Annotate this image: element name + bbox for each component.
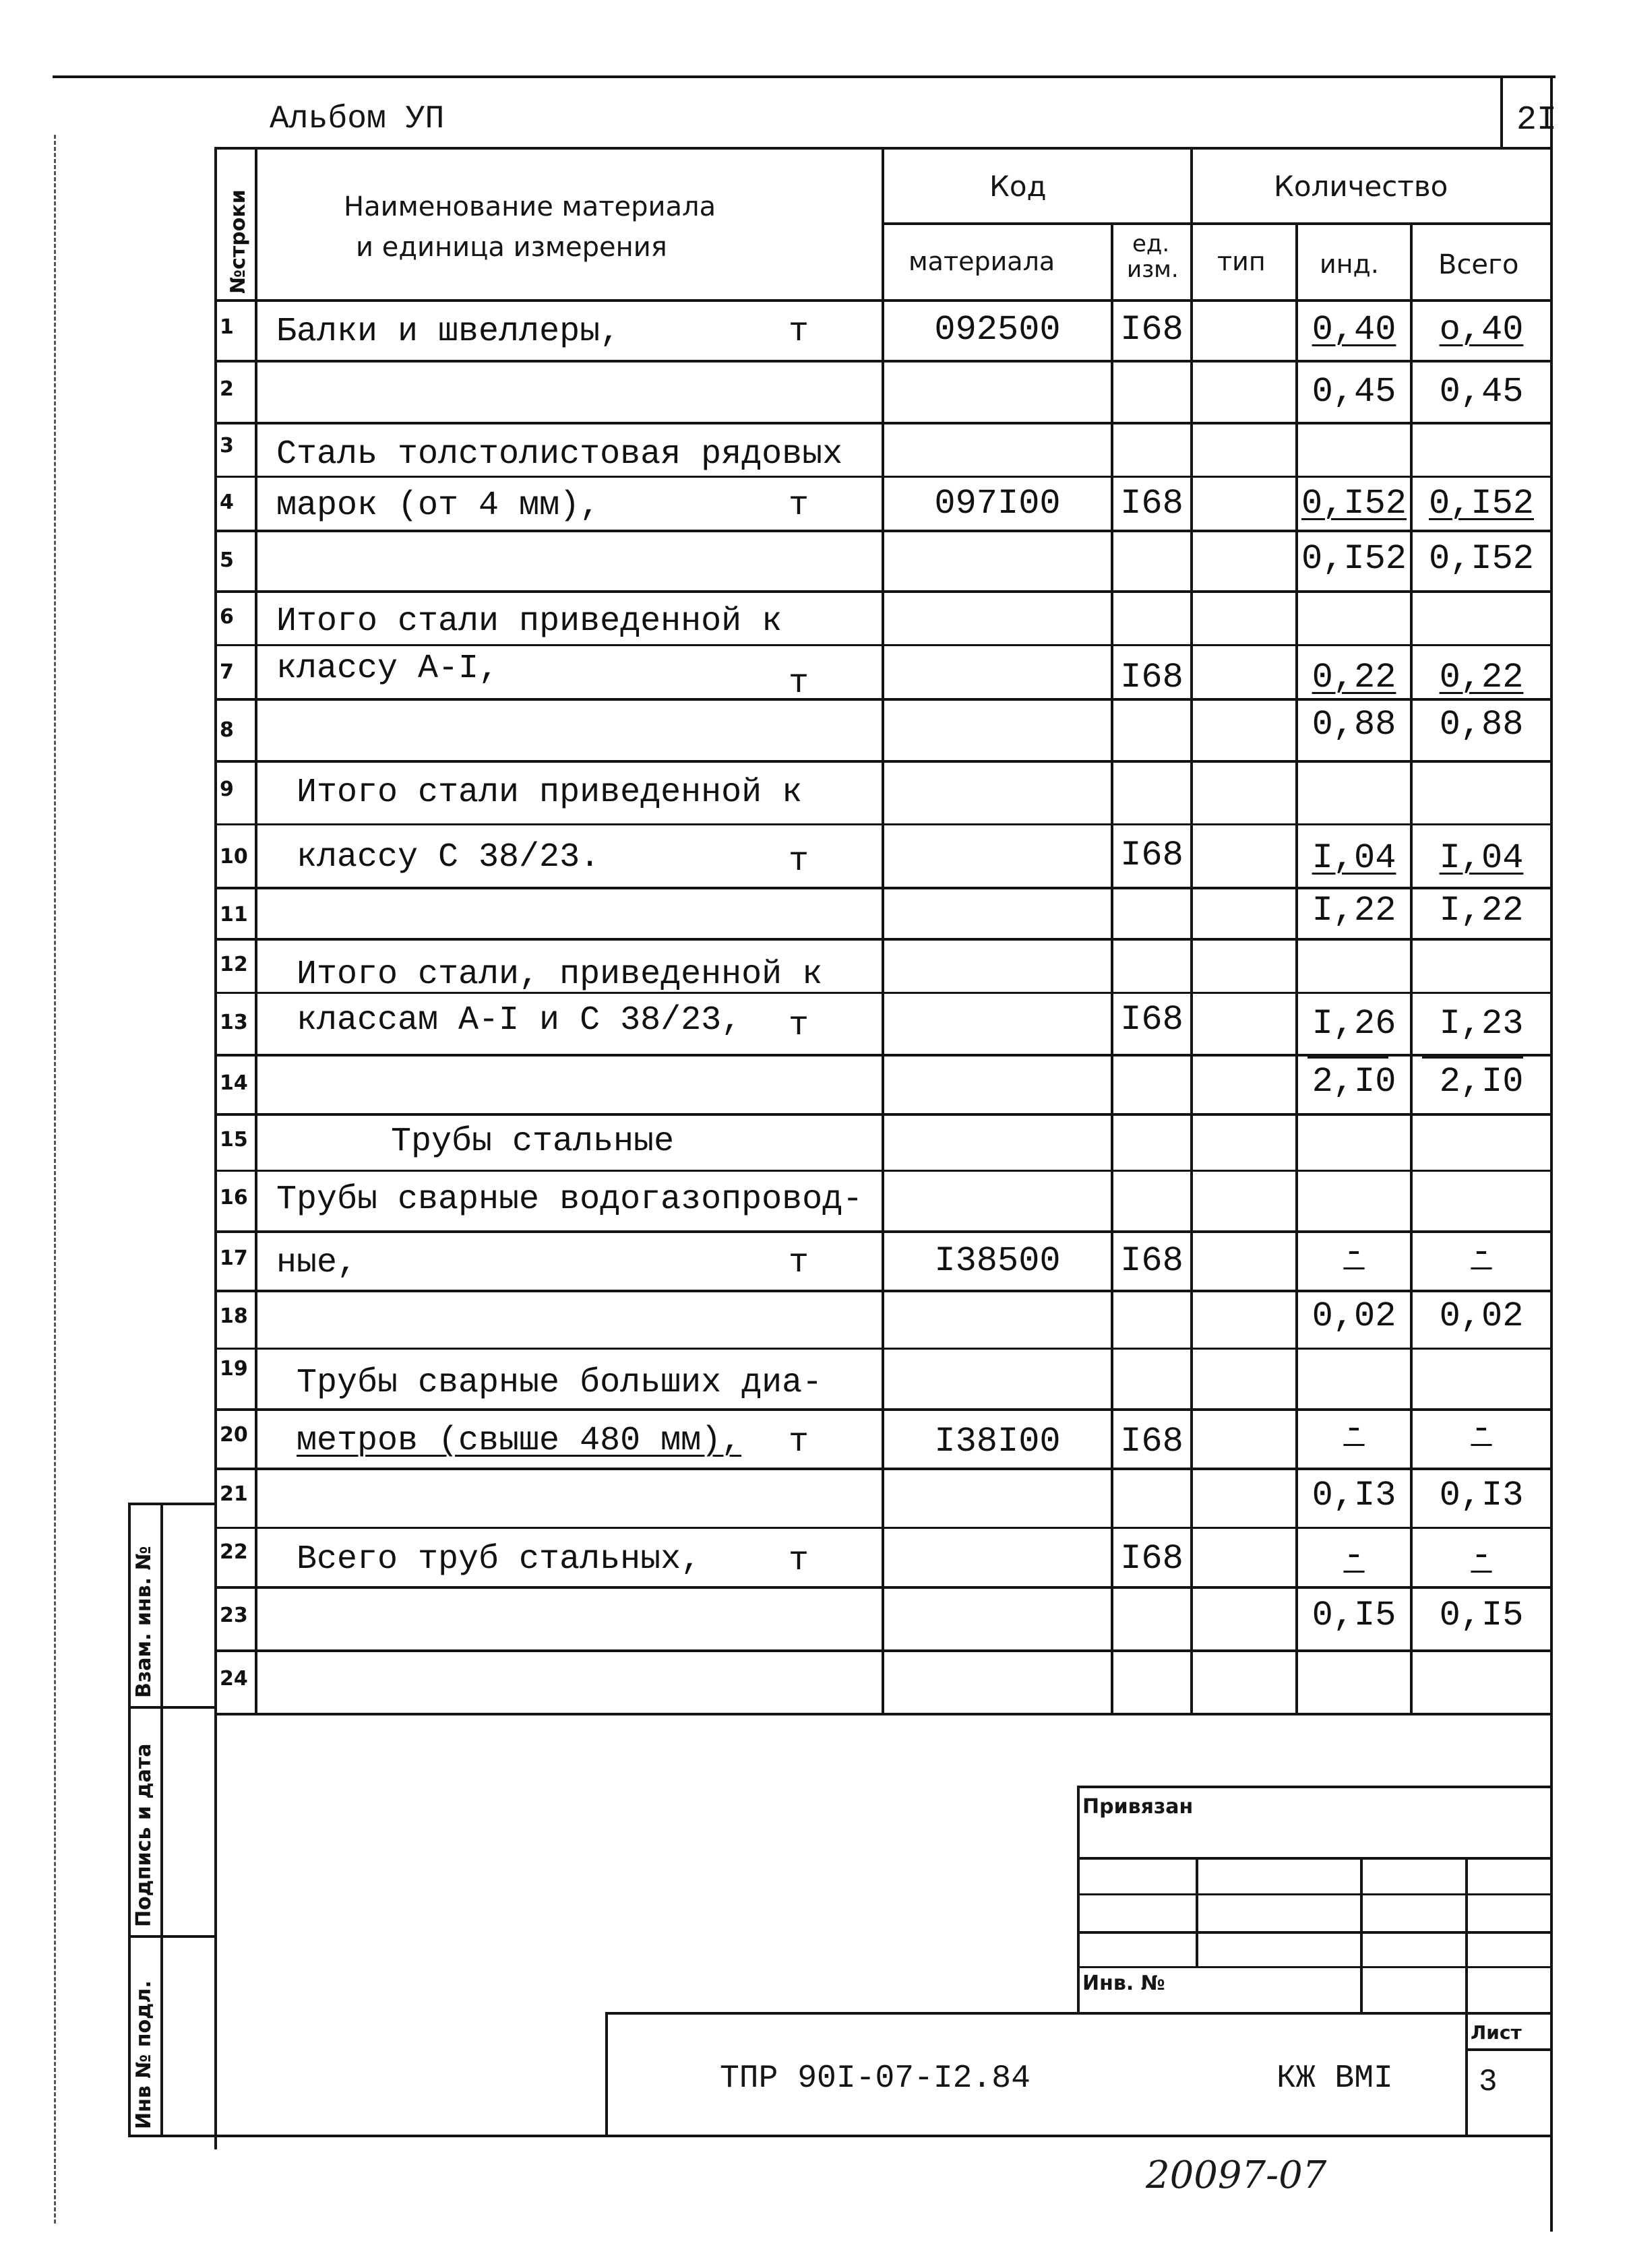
row-sep <box>214 938 1553 941</box>
col-line-right <box>1550 147 1553 1715</box>
row-sep <box>214 422 1553 424</box>
header-bottom-line <box>214 299 1553 302</box>
row-number: 7 <box>220 660 234 684</box>
unit-letter: т <box>789 313 809 351</box>
unit-code: I68 <box>1120 836 1183 875</box>
unit-code: I68 <box>1120 658 1183 697</box>
row-sep <box>214 1713 1553 1715</box>
row-number: 6 <box>220 605 234 629</box>
qty-ind: I,22 <box>1312 891 1396 931</box>
tb-mark: КЖ ВМI <box>1276 2060 1393 2097</box>
unit-code: I68 <box>1120 1539 1183 1579</box>
tb-row-line <box>1077 1893 1553 1895</box>
material-name: Сталь толстолистовая рядовых <box>276 435 843 474</box>
qty-ind: 0,I52 <box>1301 539 1407 579</box>
qty-total: о,40 <box>1439 310 1524 350</box>
unit-letter: т <box>789 1244 809 1282</box>
row-sep <box>214 1649 1553 1652</box>
row-sep <box>214 530 1553 532</box>
row-sep <box>214 887 1553 889</box>
row-number: 11 <box>220 903 248 926</box>
row-sep <box>214 1170 1553 1172</box>
row-sep <box>214 1290 1553 1292</box>
row-number: 5 <box>220 548 234 572</box>
handwritten-number: 20097-07 <box>1146 2153 1327 2197</box>
header-code: Код <box>989 170 1047 203</box>
row-number: 18 <box>220 1304 248 1328</box>
row-number: 12 <box>220 953 248 976</box>
overline-ind <box>1307 1057 1388 1059</box>
material-name: Трубы сварные водогазопровод- <box>276 1180 863 1219</box>
header-unit-line1: ед. <box>1132 230 1170 257</box>
unit-code: I68 <box>1120 310 1183 350</box>
row-number: 9 <box>220 778 234 801</box>
material-name: Итого стали приведенной к <box>297 774 803 812</box>
row-number: 21 <box>220 1482 248 1506</box>
unit-code: I68 <box>1120 1000 1183 1040</box>
material-name: марок (от 4 мм), <box>276 486 601 525</box>
tb-col-line <box>1465 1857 1468 2136</box>
row-number: 15 <box>220 1128 248 1152</box>
material-name: Всего труб стальных, <box>297 1540 702 1579</box>
qty-total: I,04 <box>1439 838 1524 878</box>
header-unit-line2: изм. <box>1127 256 1179 283</box>
material-name: классу С 38/23. <box>297 838 601 877</box>
col-line-code <box>882 147 884 1715</box>
row-sep <box>214 1468 1553 1470</box>
header-material-line2: и единица измерения <box>356 232 667 263</box>
tb-sheet-number: 3 <box>1479 2065 1498 2100</box>
qty-ind: 0,45 <box>1312 372 1396 412</box>
frame-top-line <box>53 75 1556 78</box>
qty-ind: 0,02 <box>1312 1296 1396 1336</box>
qty-total: 0,I5 <box>1439 1596 1524 1635</box>
qty-total: 0,45 <box>1439 372 1524 412</box>
material-name: классу А-I, <box>276 650 499 688</box>
row-sep <box>214 698 1553 701</box>
qty-total: I,22 <box>1439 891 1524 931</box>
header-total: Всего <box>1438 249 1519 280</box>
stamp-sep-2 <box>128 1935 217 1938</box>
tb-privyazan: Привязан <box>1082 1795 1194 1819</box>
material-code: I38500 <box>934 1241 1061 1281</box>
album-title: Альбом УП <box>270 101 445 137</box>
row-number: 14 <box>220 1071 248 1095</box>
material-name: ные, <box>276 1244 358 1282</box>
tb-main-left-line <box>605 2012 608 2136</box>
row-sep <box>214 360 1553 363</box>
row-number: 8 <box>220 718 234 742</box>
material-name: классам А-I и С 38/23, <box>297 1001 742 1040</box>
qty-total: 0,22 <box>1439 658 1524 697</box>
stamp-inner-line <box>160 1503 163 2136</box>
overline-total <box>1422 1057 1523 1059</box>
header-type: тип <box>1217 247 1266 276</box>
tb-row-line <box>1077 1931 1553 1934</box>
qty-total: 0,88 <box>1439 705 1524 745</box>
qty-ind: - <box>1343 1233 1365 1273</box>
margin-dashed-line <box>54 135 56 2224</box>
row-sep <box>214 1348 1553 1350</box>
qty-total: - <box>1471 1410 1492 1449</box>
col-line-type <box>1190 147 1193 1715</box>
header-ind: инд. <box>1320 249 1379 279</box>
tb-sheet-label: Лист <box>1471 2021 1522 2044</box>
qty-total: - <box>1471 1536 1492 1576</box>
material-name: Итого стали приведенной к <box>276 602 782 641</box>
tb-sheet-line <box>1465 2048 1553 2051</box>
material-code: 097I00 <box>934 484 1061 524</box>
header-mid-line <box>882 222 1553 225</box>
row-number: 24 <box>220 1667 248 1691</box>
page-number: 2I <box>1516 101 1558 139</box>
material-name: Итого стали, приведенной к <box>297 955 823 994</box>
header-quantity: Количество <box>1274 170 1448 203</box>
unit-letter: т <box>789 1007 809 1045</box>
material-name: метров (свыше 480 мм), <box>297 1422 742 1460</box>
page-number-box-divider <box>1500 75 1503 148</box>
qty-total: - <box>1471 1233 1492 1273</box>
stamp-left-line <box>128 1503 131 2136</box>
qty-ind: 0,40 <box>1312 310 1396 350</box>
unit-code: I68 <box>1120 1422 1183 1461</box>
frame-left-line <box>214 147 217 2149</box>
row-number: 13 <box>220 1011 248 1034</box>
tb-top-line <box>1077 1786 1553 1788</box>
row-sep <box>214 760 1553 763</box>
row-number: 2 <box>220 377 234 401</box>
tb-left-line <box>1077 1786 1080 2015</box>
row-number: 20 <box>220 1423 248 1447</box>
row-sep <box>214 644 1553 646</box>
row-sep <box>214 823 1553 825</box>
row-number: 22 <box>220 1540 248 1564</box>
qty-ind: I,04 <box>1312 838 1396 878</box>
stamp-sep-1 <box>128 1706 217 1709</box>
stamp-top-line <box>128 1503 217 1505</box>
qty-total: 0,I52 <box>1428 484 1535 524</box>
row-number: 16 <box>220 1186 248 1209</box>
qty-ind: 0,22 <box>1312 658 1396 697</box>
row-number: 3 <box>220 434 234 458</box>
section-title: Трубы стальные <box>391 1123 675 1161</box>
stamp-podpis: Подпись и дата <box>132 1743 156 1927</box>
row-sep <box>214 476 1553 478</box>
row-number: 1 <box>220 315 234 339</box>
unit-letter: т <box>789 1423 809 1461</box>
header-material-line1: Наименование материала <box>344 191 716 222</box>
header-material-code: материала <box>909 247 1055 276</box>
qty-total: 2,I0 <box>1439 1062 1524 1102</box>
tb-row-line <box>1077 1966 1553 1968</box>
frame-bottom-line <box>128 2135 1553 2137</box>
row-number: 17 <box>220 1247 248 1270</box>
qty-ind: 0,88 <box>1312 705 1396 745</box>
qty-ind: I,26 <box>1312 1004 1396 1044</box>
unit-letter: т <box>789 1542 809 1580</box>
tb-inv-no: Инв. № <box>1082 1972 1165 1995</box>
qty-ind: 0,I5 <box>1312 1596 1396 1635</box>
row-sep <box>214 1527 1553 1529</box>
stamp-vzam: Взам. инв. № <box>132 1546 156 1698</box>
qty-total: 0,02 <box>1439 1296 1524 1336</box>
row-number: 19 <box>220 1357 248 1381</box>
material-code: 092500 <box>934 310 1061 350</box>
material-name: Трубы сварные больших диа- <box>297 1364 823 1402</box>
row-sep <box>214 590 1553 593</box>
stamp-inv-podl: Инв № подл. <box>132 1980 156 2129</box>
qty-total: 0,I3 <box>1439 1476 1524 1515</box>
qty-ind: 2,I0 <box>1312 1062 1396 1102</box>
tb-doc-code: ТПР 90I-07-I2.84 <box>720 2060 1030 2097</box>
col-line-unit <box>1111 222 1113 1715</box>
tb-col-line <box>1196 1857 1198 1967</box>
tb-row-line <box>1077 1857 1553 1860</box>
qty-ind: - <box>1343 1536 1365 1576</box>
row-number: 4 <box>220 491 234 514</box>
row-number: 10 <box>220 845 248 869</box>
tb-main-top-line <box>605 2012 1553 2015</box>
unit-code: I68 <box>1120 484 1183 524</box>
qty-total: 0,I52 <box>1428 539 1535 579</box>
material-code: I38I00 <box>934 1422 1061 1461</box>
unit-letter: т <box>789 842 809 881</box>
qty-ind: - <box>1343 1410 1365 1449</box>
qty-total: I,23 <box>1439 1004 1524 1044</box>
qty-ind: 0,I3 <box>1312 1476 1396 1515</box>
row-number: 23 <box>220 1604 248 1627</box>
qty-ind: 0,I52 <box>1301 484 1407 524</box>
header-row-no: №строки <box>226 189 250 294</box>
unit-letter: т <box>789 664 809 703</box>
tb-col-line <box>1360 1857 1363 2015</box>
row-sep <box>214 1586 1553 1589</box>
row-sep <box>214 1113 1553 1116</box>
unit-letter: т <box>789 486 809 525</box>
material-name: Балки и швеллеры, <box>276 313 621 351</box>
unit-code: I68 <box>1120 1241 1183 1281</box>
